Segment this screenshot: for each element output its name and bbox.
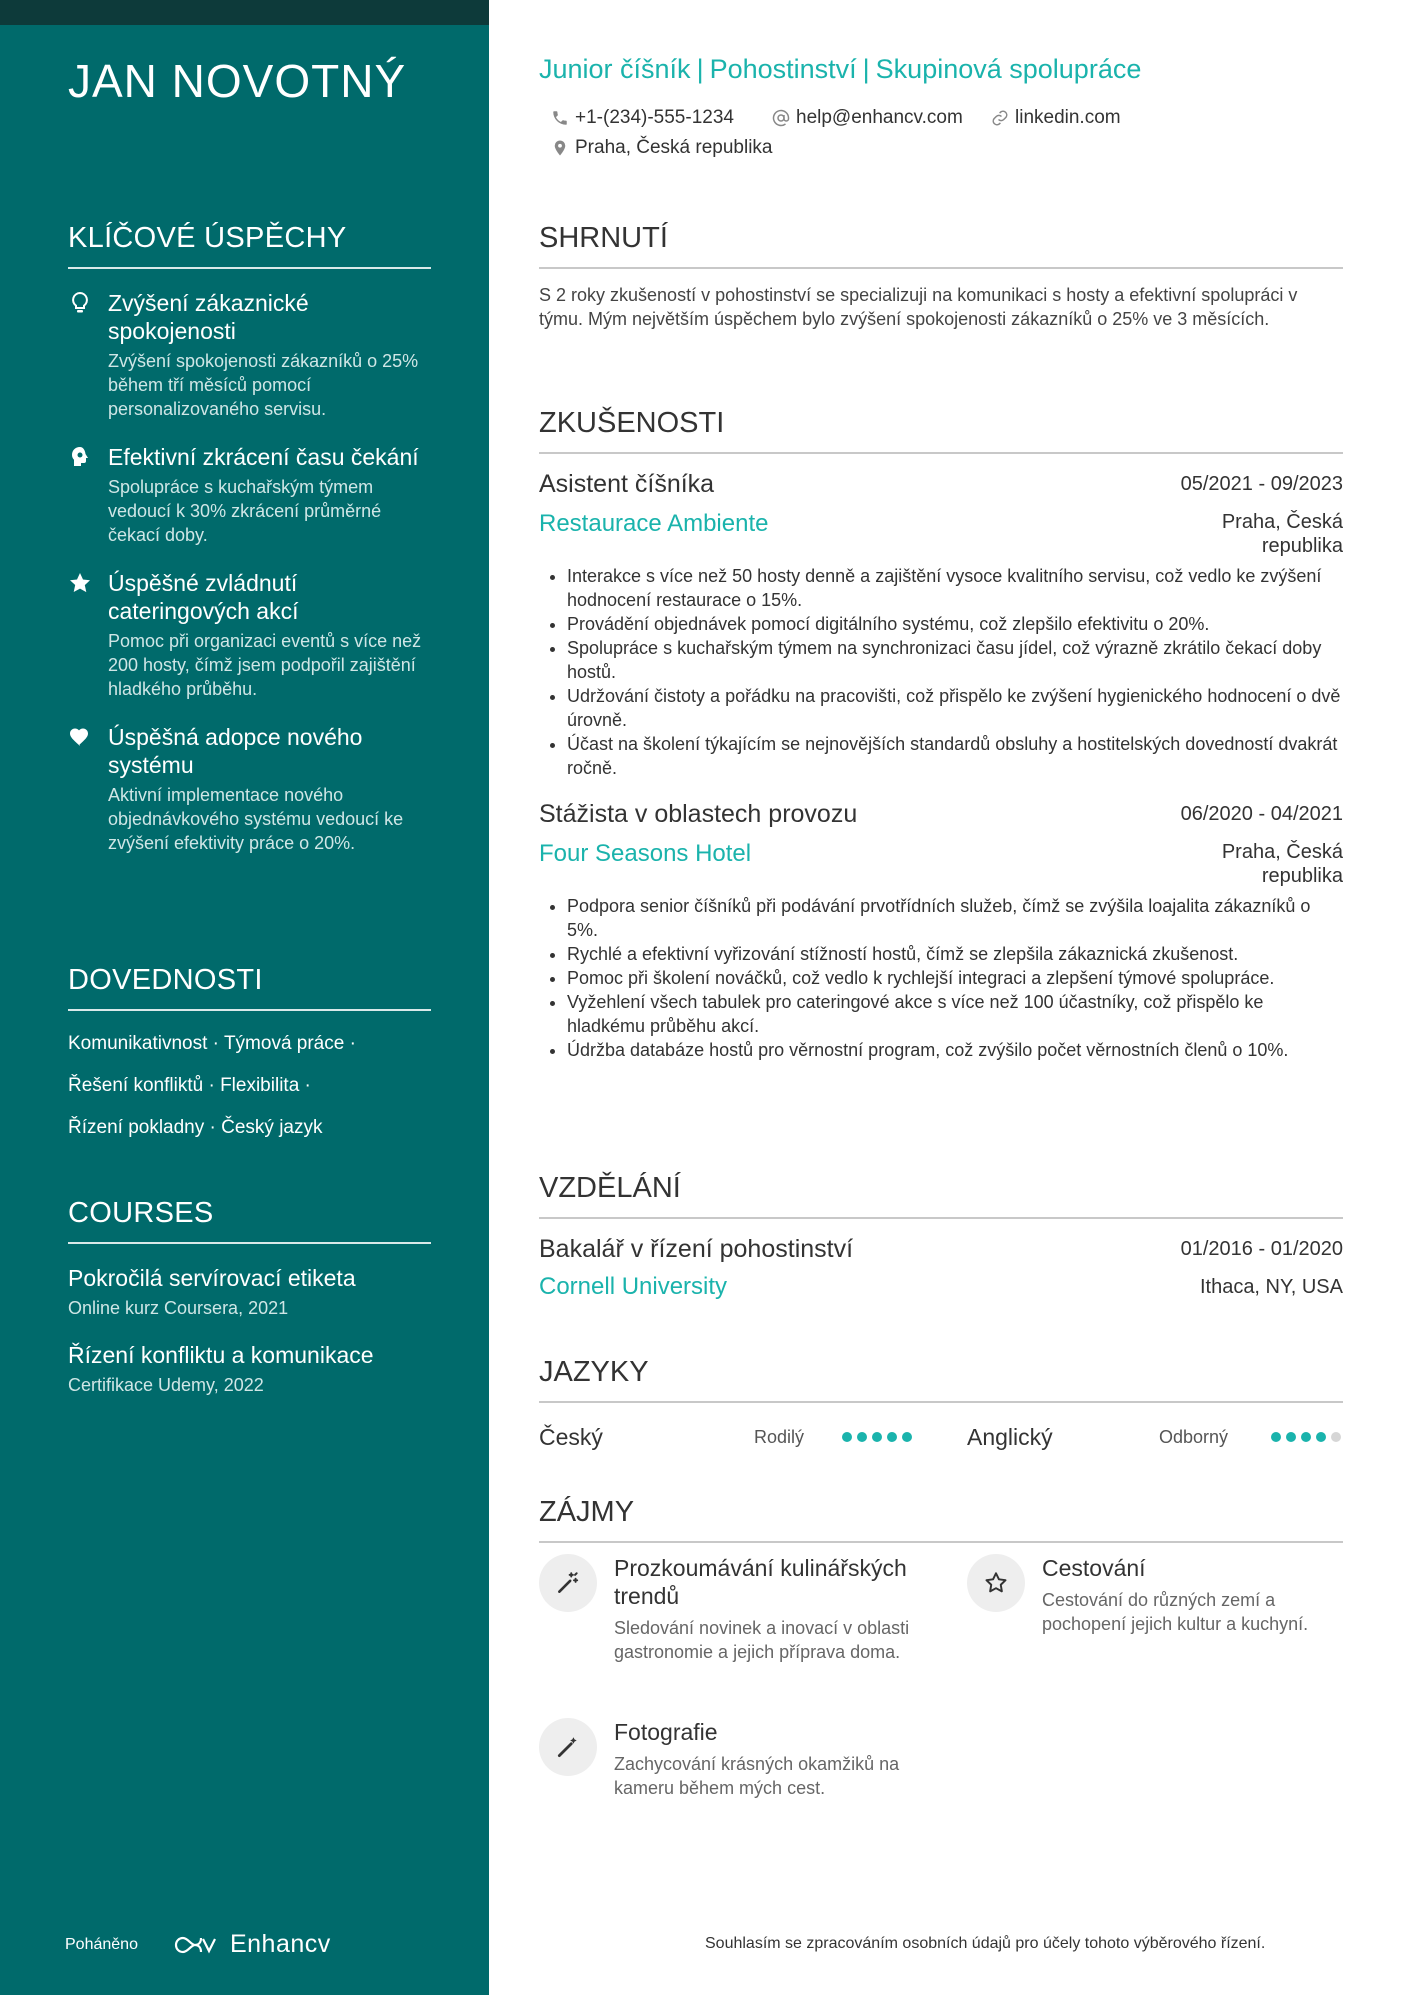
wand-icon bbox=[555, 1570, 581, 1596]
job-bullet: • Účast na školení týkajícím se nejnovějších standardů obsluhy a hostitelských dovedností dvakrát ročně. bbox=[567, 732, 1343, 780]
headline bbox=[539, 54, 1141, 85]
head-gear-icon bbox=[68, 445, 92, 469]
job-bullet: • Údržba databáze hostů pro věrnostní program, což zvýšilo počet věrnostních členů o 10%. bbox=[567, 1038, 1343, 1062]
job-bullet: • Vyžehlení všech tabulek pro cateringové akce s více než 100 účastníky, což přispělo ke hladkému průběhu akcí. bbox=[567, 990, 1343, 1038]
experience-section bbox=[539, 407, 1343, 1080]
language-rating bbox=[1271, 1432, 1341, 1442]
job-bullets bbox=[539, 894, 1343, 1062]
language-level: Rodilý bbox=[754, 1426, 805, 1447]
education-degree: Bakalář v řízení pohostinství bbox=[539, 1235, 854, 1263]
interest-title: Prozkoumávání kulinářských trendů bbox=[614, 1555, 907, 1609]
achievements-title: KLÍČOVÉ ÚSPĚCHY bbox=[68, 222, 431, 269]
courses-title: COURSES bbox=[68, 1197, 431, 1244]
skills-line: Řízení pokladny · Český jazyk bbox=[68, 1117, 323, 1138]
summary-title: SHRNUTÍ bbox=[539, 222, 1343, 269]
job-location-line: Praha, Česká bbox=[1221, 511, 1343, 533]
job-entry bbox=[539, 468, 1343, 780]
sidebar bbox=[0, 0, 489, 1995]
job-location bbox=[1181, 840, 1343, 888]
phone-icon bbox=[551, 109, 569, 127]
headline-part: Pohostinství bbox=[709, 54, 857, 84]
interest-desc: Zachycování krásných okamžiků na kameru během mých cest. bbox=[614, 1754, 900, 1798]
job-dates: 06/2020 - 04/2021 bbox=[1180, 803, 1343, 825]
achievement-item bbox=[68, 289, 431, 421]
languages-title: JAZYKY bbox=[539, 1356, 1343, 1403]
rating-dot bbox=[902, 1432, 912, 1442]
rating-dot bbox=[1316, 1432, 1326, 1442]
interests-title: ZÁJMY bbox=[539, 1496, 1343, 1543]
headline-part: Skupinová spolupráce bbox=[875, 54, 1142, 84]
rating-dot bbox=[887, 1432, 897, 1442]
education-dates: 01/2016 - 01/2020 bbox=[1180, 1238, 1343, 1260]
interests-section bbox=[539, 1496, 1343, 1826]
job-role: Asistent číšníka bbox=[539, 470, 715, 498]
course-title: Řízení konfliktu a komunikace bbox=[68, 1342, 374, 1368]
summary-text: S 2 roky zkušeností v pohostinství se specializuji na komunikaci s hosty a efektivní spolupráci v týmu. Mým největším úspěchem bylo zvýšení spokojenosti zákazníků o 25% ve 3 měsících. bbox=[539, 285, 1298, 329]
job-bullet: • Udržování čistoty a pořádku na pracovišti, což přispělo ke zvýšení hygienického hodnocení o dvě úrovně. bbox=[567, 684, 1343, 732]
achievement-title: Efektivní zkrácení času čekání bbox=[108, 444, 419, 470]
interest-title: Cestování bbox=[1042, 1555, 1146, 1581]
rating-dot bbox=[1271, 1432, 1281, 1442]
language-rating bbox=[842, 1432, 912, 1442]
education-school: Cornell University bbox=[539, 1273, 728, 1300]
skills-section bbox=[68, 964, 431, 1157]
headline-separator: | bbox=[862, 54, 870, 84]
course-sub: Certifikace Udemy, 2022 bbox=[68, 1375, 264, 1395]
education-title: VZDĚLÁNÍ bbox=[539, 1172, 1343, 1219]
job-dates: 05/2021 - 09/2023 bbox=[1180, 473, 1343, 495]
skills-line: Řešení konfliktů · Flexibilita · bbox=[68, 1075, 311, 1096]
rating-dot bbox=[1286, 1432, 1296, 1442]
achievements-section bbox=[68, 222, 431, 877]
language-name: Anglický bbox=[967, 1423, 1053, 1450]
job-location bbox=[1181, 510, 1343, 558]
achievement-title: Úspěšná adopce nového systému bbox=[108, 724, 363, 778]
job-bullet: • Rychlé a efektivní vyřizování stížností hostů, čímž se zlepšila zákaznická zkušenost. bbox=[567, 942, 1343, 966]
consent-text: Souhlasím se zpracováním osobních údajů pro účely tohoto výběrového řízení. bbox=[705, 1935, 1266, 1952]
interest-icon-circle bbox=[539, 1718, 597, 1776]
powered-label: Poháněno bbox=[65, 1935, 138, 1953]
job-entry bbox=[539, 798, 1343, 1062]
job-bullets bbox=[539, 564, 1343, 780]
brand-name: Enhancv bbox=[229, 1930, 331, 1958]
candidate-name: JAN NOVOTNÝ bbox=[68, 55, 407, 107]
rating-dot-empty bbox=[1331, 1432, 1341, 1442]
job-bullet: • Spolupráce s kuchařským týmem na synchronizaci času jídel, což výrazně zkrátilo čekací doby hostů. bbox=[567, 636, 1343, 684]
skills-line: Komunikativnost · Týmová práce · bbox=[68, 1033, 356, 1054]
achievement-title: Úspěšné zvládnutí cateringových akcí bbox=[108, 570, 299, 624]
achievement-item bbox=[68, 569, 431, 701]
achievement-desc: Pomoc při organizaci eventů s více než 200 hosty, čímž jsem podpořil zajištění hladkého průběhu. bbox=[108, 631, 422, 699]
interest-title: Fotografie bbox=[614, 1719, 718, 1745]
interest-item bbox=[539, 1718, 919, 1800]
enhancv-logo-icon bbox=[172, 1933, 218, 1957]
job-location-line: republika bbox=[1261, 865, 1343, 887]
education-section bbox=[539, 1172, 1343, 1303]
courses-section bbox=[68, 1197, 431, 1418]
interest-desc: Sledování novinek a inovací v oblasti gastronomie a jejich příprava doma. bbox=[614, 1618, 910, 1662]
achievement-item bbox=[68, 723, 431, 855]
powered-by bbox=[65, 1930, 331, 1959]
location-pin-icon bbox=[551, 139, 569, 157]
course-title: Pokročilá servírovací etiketa bbox=[68, 1265, 356, 1291]
sidebar-top-strip bbox=[0, 0, 489, 25]
interest-desc: Cestování do různých zemí a pochopení jejich kultur a kuchyní. bbox=[1042, 1590, 1309, 1634]
interest-icon-circle bbox=[967, 1554, 1025, 1612]
headline-separator: | bbox=[696, 54, 704, 84]
contact-location bbox=[551, 137, 773, 159]
job-bullet: • Pomoc při školení nováčků, což vedlo k rychlejší integraci a zlepšení týmové spolupráce. bbox=[567, 966, 1343, 990]
phone-text[interactable]: +1-(234)-555-1234 bbox=[575, 107, 734, 128]
education-location: Ithaca, NY, USA bbox=[1199, 1276, 1343, 1298]
job-bullet: • Provádění objednávek pomocí digitálního systému, což zlepšilo efektivitu o 20%. bbox=[567, 612, 1343, 636]
star-outline-icon bbox=[983, 1570, 1009, 1596]
job-location-line: Praha, Česká bbox=[1221, 841, 1343, 863]
magic-wand-icon bbox=[555, 1734, 581, 1760]
rating-dot bbox=[857, 1432, 867, 1442]
job-company: Four Seasons Hotel bbox=[539, 840, 752, 867]
lightbulb-icon bbox=[68, 291, 92, 315]
star-icon bbox=[68, 571, 92, 595]
job-location-line: republika bbox=[1261, 535, 1343, 557]
linkedin-text[interactable]: linkedin.com bbox=[1015, 107, 1121, 128]
contact-linkedin bbox=[991, 107, 1121, 129]
achievement-title: Zvýšení zákaznické spokojenosti bbox=[108, 290, 309, 344]
summary-section bbox=[539, 222, 1343, 331]
email-text[interactable]: help@enhancv.com bbox=[796, 107, 963, 128]
job-bullet: • Podpora senior číšníků při podávání prvotřídních služeb, čímž se zvýšila loajalita zákazníků o 5%. bbox=[567, 894, 1343, 942]
link-icon bbox=[991, 109, 1009, 127]
job-company: Restaurace Ambiente bbox=[539, 510, 769, 537]
achievement-item bbox=[68, 443, 431, 547]
job-role: Stážista v oblastech provozu bbox=[539, 800, 858, 828]
headline-part: Junior číšník bbox=[539, 54, 691, 84]
contact-email bbox=[772, 107, 963, 129]
language-level: Odborný bbox=[1159, 1426, 1229, 1447]
experience-title: ZKUŠENOSTI bbox=[539, 407, 1343, 454]
course-sub: Online kurz Coursera, 2021 bbox=[68, 1298, 289, 1318]
at-icon bbox=[772, 109, 790, 127]
languages-section bbox=[539, 1356, 1343, 1457]
contact-phone bbox=[551, 107, 734, 129]
job-bullet: • Interakce s více než 50 hosty denně a zajištění vysoce kvalitního servisu, což vedlo ke zvýšení hodnocení restaurace o 15%. bbox=[567, 564, 1343, 612]
achievement-desc: Aktivní implementace nového objednávkového systému vedoucí ke zvýšení efektivity práce o 20%. bbox=[108, 785, 404, 853]
interest-item bbox=[539, 1554, 919, 1664]
language-name: Český bbox=[539, 1423, 603, 1450]
achievement-desc: Zvýšení spokojenosti zákazníků o 25% během tří měsíců pomocí personalizovaného servisu. bbox=[108, 351, 419, 419]
interest-icon-circle bbox=[539, 1554, 597, 1612]
location-text: Praha, Česká republika bbox=[575, 137, 773, 158]
rating-dot bbox=[872, 1432, 882, 1442]
skills-title: DOVEDNOSTI bbox=[68, 964, 431, 1011]
languages-row bbox=[539, 1417, 1343, 1457]
rating-dot bbox=[842, 1432, 852, 1442]
heart-icon bbox=[68, 725, 92, 749]
interest-item bbox=[967, 1554, 1347, 1636]
rating-dot bbox=[1301, 1432, 1311, 1442]
achievement-desc: Spolupráce s kuchařským týmem vedoucí k 30% zkrácení průměrné čekací doby. bbox=[108, 477, 382, 545]
